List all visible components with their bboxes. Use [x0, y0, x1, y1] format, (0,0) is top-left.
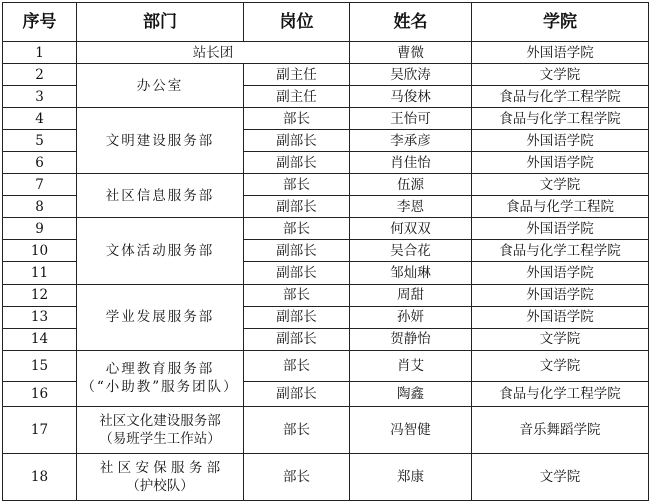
- name-cell: 吴合花: [350, 240, 472, 262]
- department-cell: 站长团: [77, 42, 350, 64]
- college-cell: 食品与化学工程学院: [472, 108, 649, 130]
- row-index: 10: [3, 240, 77, 262]
- department-cell: 办公室: [77, 64, 244, 108]
- row-index: 17: [3, 406, 77, 453]
- header-college: 学院: [472, 3, 649, 42]
- department-subline: （“小助教”服务团队）: [81, 379, 239, 396]
- department-line: 社区文化建设服务部: [99, 412, 221, 429]
- row-index: 12: [3, 284, 77, 306]
- name-cell: 肖佳怡: [350, 152, 472, 174]
- college-cell: 食品与化学工程院: [472, 196, 649, 218]
- college-cell: 外国语学院: [472, 218, 649, 240]
- name-cell: 郑康: [350, 453, 472, 500]
- row-index: 9: [3, 218, 77, 240]
- college-cell: 食品与化学工程学院: [472, 240, 649, 262]
- department-cell: [77, 350, 244, 406]
- table-row: [3, 218, 649, 240]
- college-cell: 外国语学院: [472, 262, 649, 284]
- position-cell: 副部长: [244, 240, 350, 262]
- table-row: [3, 406, 649, 453]
- header-name: 姓名: [350, 3, 472, 42]
- name-cell: 冯智健: [350, 406, 472, 453]
- table-row: [3, 453, 649, 500]
- table-row: [3, 350, 649, 381]
- college-cell: 食品与化学工程学院: [472, 86, 649, 108]
- header-row: [3, 3, 649, 42]
- name-cell: 李恩: [350, 196, 472, 218]
- position-cell: 副部长: [244, 130, 350, 152]
- college-cell: 文学院: [472, 64, 649, 86]
- row-index: 16: [3, 381, 77, 406]
- row-index: 14: [3, 328, 77, 350]
- college-cell: 外国语学院: [472, 284, 649, 306]
- position-cell: 部长: [244, 174, 350, 196]
- row-index: 13: [3, 306, 77, 328]
- college-cell: 文学院: [472, 328, 649, 350]
- table-row: [3, 108, 649, 130]
- table-row: [3, 174, 649, 196]
- row-index: 1: [3, 42, 77, 64]
- position-cell: 副部长: [244, 381, 350, 406]
- position-cell: 部长: [244, 108, 350, 130]
- college-cell: 食品与化学工程学院: [472, 381, 649, 406]
- name-cell: 曹微: [350, 42, 472, 64]
- name-cell: 吴欣涛: [350, 64, 472, 86]
- college-cell: 外国语学院: [472, 306, 649, 328]
- position-cell: 部长: [244, 406, 350, 453]
- department-cell: [77, 453, 244, 500]
- college-cell: 文学院: [472, 174, 649, 196]
- table-row: [3, 64, 649, 86]
- header-index: 序号: [3, 3, 77, 42]
- row-index: 6: [3, 152, 77, 174]
- row-index: 3: [3, 86, 77, 108]
- college-cell: 外国语学院: [472, 130, 649, 152]
- position-cell: 副主任: [244, 64, 350, 86]
- name-cell: 邹灿琳: [350, 262, 472, 284]
- college-cell: 外国语学院: [472, 42, 649, 64]
- position-cell: 副部长: [244, 306, 350, 328]
- college-cell: 文学院: [472, 350, 649, 381]
- name-cell: 王怡可: [350, 108, 472, 130]
- staff-roster-table: [2, 2, 649, 501]
- name-cell: 肖艾: [350, 350, 472, 381]
- row-index: 8: [3, 196, 77, 218]
- name-cell: 陶鑫: [350, 381, 472, 406]
- position-cell: 副部长: [244, 196, 350, 218]
- name-cell: 周甜: [350, 284, 472, 306]
- department-line: 心理教育服务部: [105, 361, 215, 378]
- college-cell: 文学院: [472, 453, 649, 500]
- department-cell: 文体活动服务部: [77, 218, 244, 284]
- department-subline: （易班学生工作站）: [99, 430, 221, 447]
- position-cell: 副主任: [244, 86, 350, 108]
- name-cell: 贺静怡: [350, 328, 472, 350]
- row-index: 18: [3, 453, 77, 500]
- row-index: 15: [3, 350, 77, 381]
- table-row: [3, 284, 649, 306]
- row-index: 2: [3, 64, 77, 86]
- college-cell: 外国语学院: [472, 152, 649, 174]
- college-cell: 音乐舞蹈学院: [472, 406, 649, 453]
- position-cell: 部长: [244, 218, 350, 240]
- header-department: 部门: [77, 3, 244, 42]
- name-cell: 孙妍: [350, 306, 472, 328]
- department-subline: （护校队）: [126, 477, 194, 494]
- position-cell: 副部长: [244, 328, 350, 350]
- header-position: 岗位: [244, 3, 350, 42]
- row-index: 4: [3, 108, 77, 130]
- table-row: [3, 42, 649, 64]
- name-cell: 马俊林: [350, 86, 472, 108]
- name-cell: 李承彦: [350, 130, 472, 152]
- name-cell: 伍源: [350, 174, 472, 196]
- department-cell: 文明建设服务部: [77, 108, 244, 174]
- department-cell: [77, 406, 244, 453]
- row-index: 5: [3, 130, 77, 152]
- position-cell: 部长: [244, 453, 350, 500]
- position-cell: 副部长: [244, 152, 350, 174]
- department-line: 社 区 安 保 服 务 部: [99, 459, 221, 476]
- row-index: 7: [3, 174, 77, 196]
- department-cell: 社区信息服务部: [77, 174, 244, 218]
- row-index: 11: [3, 262, 77, 284]
- position-cell: 部长: [244, 350, 350, 381]
- department-cell: 学业发展服务部: [77, 284, 244, 350]
- position-cell: 部长: [244, 284, 350, 306]
- name-cell: 何双双: [350, 218, 472, 240]
- position-cell: 副部长: [244, 262, 350, 284]
